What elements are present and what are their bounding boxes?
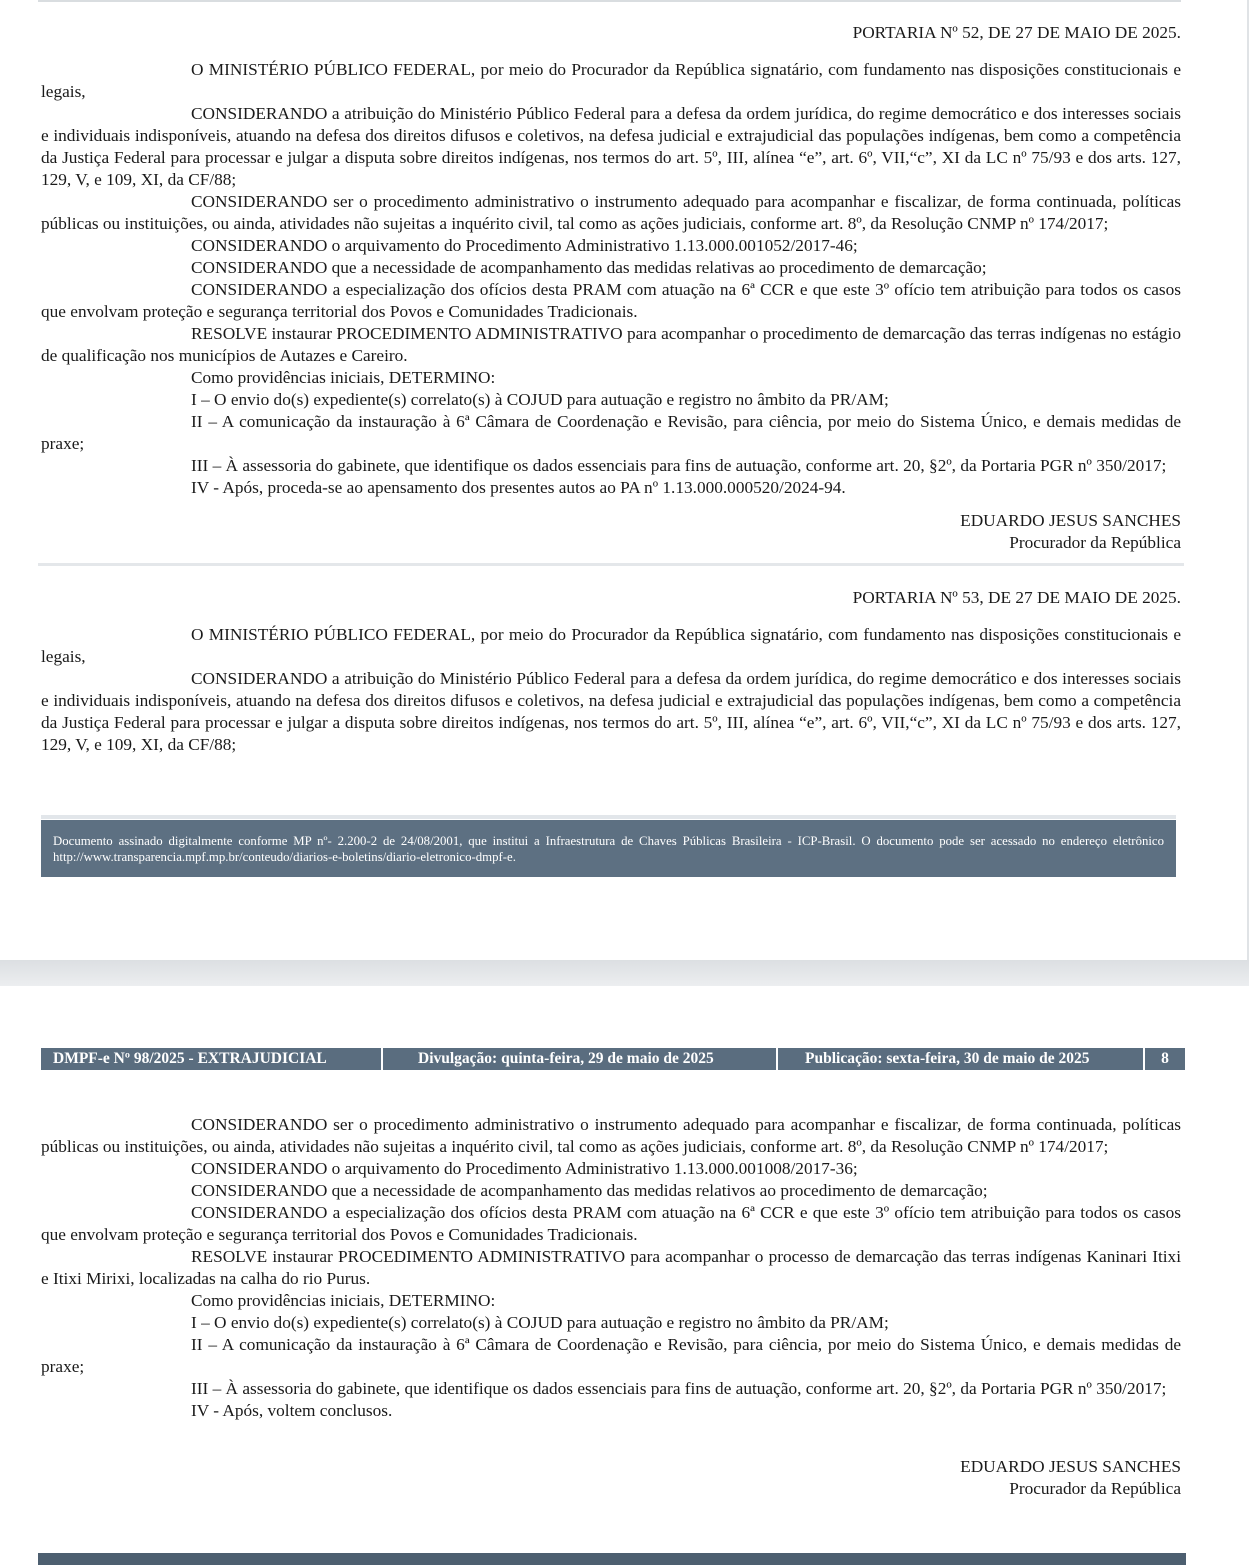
- paragraph: II – A comunicação da instauração à 6ª Câmara de Coordenação e Revisão, para ciência, por meio do Sistema Único, e demais medidas de praxe;: [41, 1335, 1181, 1376]
- publicacao-label: Publicação: sexta-feira, 30 de maio de 2025: [778, 1048, 1145, 1070]
- paragraph: CONSIDERANDO a especialização dos ofícios desta PRAM com atuação na 6ª CCR e que este 3º ofício tem atribuição para todos os casos que envolvam proteção e segurança territorial dos Povos e Comunidades Tradicionais.: [41, 1203, 1181, 1244]
- paragraph: CONSIDERANDO ser o procedimento administrativo o instrumento adequado para acompanhar e fiscalizar, de forma continuada, políticas públicas ou instituições, ou ainda, atividades não sujeitas a inquérito civil, tal como as ações judiciais, conforme art. 8º, da Resolução CNMP nº 174/2017;: [41, 192, 1181, 233]
- paragraph: CONSIDERANDO ser o procedimento administrativo o instrumento adequado para acompanhar e fiscalizar, de forma continuada, políticas públicas ou instituições, ou ainda, atividades não sujeitas a inquérito civil, tal como as ações judiciais, conforme art. 8º, da Resolução CNMP nº 174/2017;: [41, 1115, 1181, 1156]
- paragraph: II – A comunicação da instauração à 6ª Câmara de Coordenação e Revisão, para ciência, por meio do Sistema Único, e demais medidas de praxe;: [41, 412, 1181, 453]
- paragraph: III – À assessoria do gabinete, que identifique os dados essenciais para fins de autuação, conforme art. 20, §2º, da Portaria PGR nº 350/2017;: [191, 456, 1167, 475]
- paragraph: RESOLVE instaurar PROCEDIMENTO ADMINISTRATIVO para acompanhar o processo de demarcação das terras indígenas Kaninari Itixi e Itixi Mirixi, localizadas na calha do rio Purus.: [41, 1247, 1181, 1288]
- paragraph: CONSIDERANDO a atribuição do Ministério Público Federal para a defesa da ordem jurídica, do regime democrático e dos interesses sociais e individuais indisponíveis, atuando na defesa dos direitos difusos e coletivos, na defesa judicial e extrajudicial das populações indígenas, bem como a competência da Justiça Federal para processar e julgar a disputa sobre direitos indígenas, nos termos do art. 5º, III, alínea “e”, art. 6º, VII,“c”, XI da LC nº 75/93 e dos arts. 127, 129, V, e 109, XI, da CF/88;: [41, 669, 1181, 754]
- paragraph: CONSIDERANDO que a necessidade de acompanhamento das medidas relativos ao procedimento de demarcação;: [191, 1181, 988, 1200]
- next-section-header: [38, 1553, 1186, 1565]
- paragraph: CONSIDERANDO a especialização dos ofícios desta PRAM com atuação na 6ª CCR e que este 3º ofício tem atribuição para todos os casos que envolvam proteção e segurança territorial dos Povos e Comunidades Tradicionais.: [41, 280, 1181, 321]
- journal-header: [41, 1048, 1185, 1070]
- paragraph: CONSIDERANDO a atribuição do Ministério Público Federal para a defesa da ordem jurídica, do regime democrático e dos interesses sociais e individuais indisponíveis, atuando na defesa dos direitos difusos e coletivos, na defesa judicial e extrajudicial das populações indígenas, bem como a competência da Justiça Federal para processar e julgar a disputa sobre direitos indígenas, nos termos do art. 5º, III, alínea “e”, art. 6º, VII,“c”, XI da LC nº 75/93 e dos arts. 127, 129, V, e 109, XI, da CF/88;: [41, 104, 1181, 189]
- divulgacao-label: Divulgação: quinta-feira, 29 de maio de 2025: [383, 1048, 778, 1070]
- paragraph: Como providências iniciais, DETERMINO:: [191, 368, 496, 387]
- signer-name: EDUARDO JESUS SANCHES: [960, 511, 1181, 530]
- paragraph: CONSIDERANDO o arquivamento do Procedimento Administrativo 1.13.000.001008/2017-36;: [191, 1159, 858, 1178]
- paragraph: Como providências iniciais, DETERMINO:: [191, 1291, 496, 1310]
- page-gap: [0, 960, 1249, 986]
- portaria-52: [41, 22, 1181, 756]
- signer-role: Procurador da República: [1009, 533, 1181, 552]
- signature-footer: Documento assinado digitalmente conforme MP nº- 2.200-2 de 24/08/2001, que institui a Infraestrutura de Chaves Públicas Brasileira - ICP-Brasil. O documento pode ser acessado no endereço eletrônico http://www.transparencia.mpf.mp.br/conteudo/diarios-e-boletins/diario-eletronico-dmpf-e.: [41, 820, 1176, 877]
- paragraph: IV - Após, voltem conclusos.: [191, 1401, 393, 1420]
- portaria-53-continued: [41, 1114, 1181, 1500]
- paragraph: CONSIDERANDO o arquivamento do Procedimento Administrativo 1.13.000.001052/2017-46;: [191, 236, 858, 255]
- paragraph: RESOLVE instaurar PROCEDIMENTO ADMINISTRATIVO para acompanhar o procedimento de demarcação das terras indígenas no estágio de qualificação nos municípios de Autazes e Careiro.: [41, 324, 1181, 365]
- signer-name: EDUARDO JESUS SANCHES: [960, 1457, 1181, 1476]
- paragraph: CONSIDERANDO que a necessidade de acompanhamento das medidas relativas ao procedimento de demarcação;: [191, 258, 987, 277]
- paragraph: O MINISTÉRIO PÚBLICO FEDERAL, por meio do Procurador da República signatário, com fundamento nas disposições constitucionais e legais,: [41, 60, 1181, 101]
- footer-top-rule: [41, 815, 1176, 819]
- paragraph: III – À assessoria do gabinete, que identifique os dados essenciais para fins de autuação, conforme art. 20, §2º, da Portaria PGR nº 350/2017;: [191, 1379, 1167, 1398]
- signer-role: Procurador da República: [1009, 1479, 1181, 1498]
- paragraph: IV - Após, proceda-se ao apensamento dos presentes autos ao PA nº 1.13.000.000520/2024-94.: [191, 478, 846, 497]
- page-number: 8: [1161, 1050, 1169, 1067]
- paragraph: I – O envio do(s) expediente(s) correlato(s) à COJUD para autuação e registro no âmbito da PR/AM;: [191, 1313, 889, 1332]
- paragraph: O MINISTÉRIO PÚBLICO FEDERAL, por meio do Procurador da República signatário, com fundamento nas disposições constitucionais e legais,: [41, 625, 1181, 666]
- edition-label: DMPF-e Nº 98/2025 - EXTRAJUDICIAL: [41, 1048, 383, 1070]
- portaria-title: PORTARIA Nº 53, DE 27 DE MAIO DE 2025.: [852, 588, 1181, 607]
- section-divider: [38, 563, 1184, 566]
- paragraph: I – O envio do(s) expediente(s) correlato(s) à COJUD para autuação e registro no âmbito da PR/AM;: [191, 390, 889, 409]
- document-page-2: [0, 986, 1249, 1563]
- page-top-rule: [38, 0, 1181, 2]
- portaria-title: PORTARIA Nº 52, DE 27 DE MAIO DE 2025.: [852, 23, 1181, 42]
